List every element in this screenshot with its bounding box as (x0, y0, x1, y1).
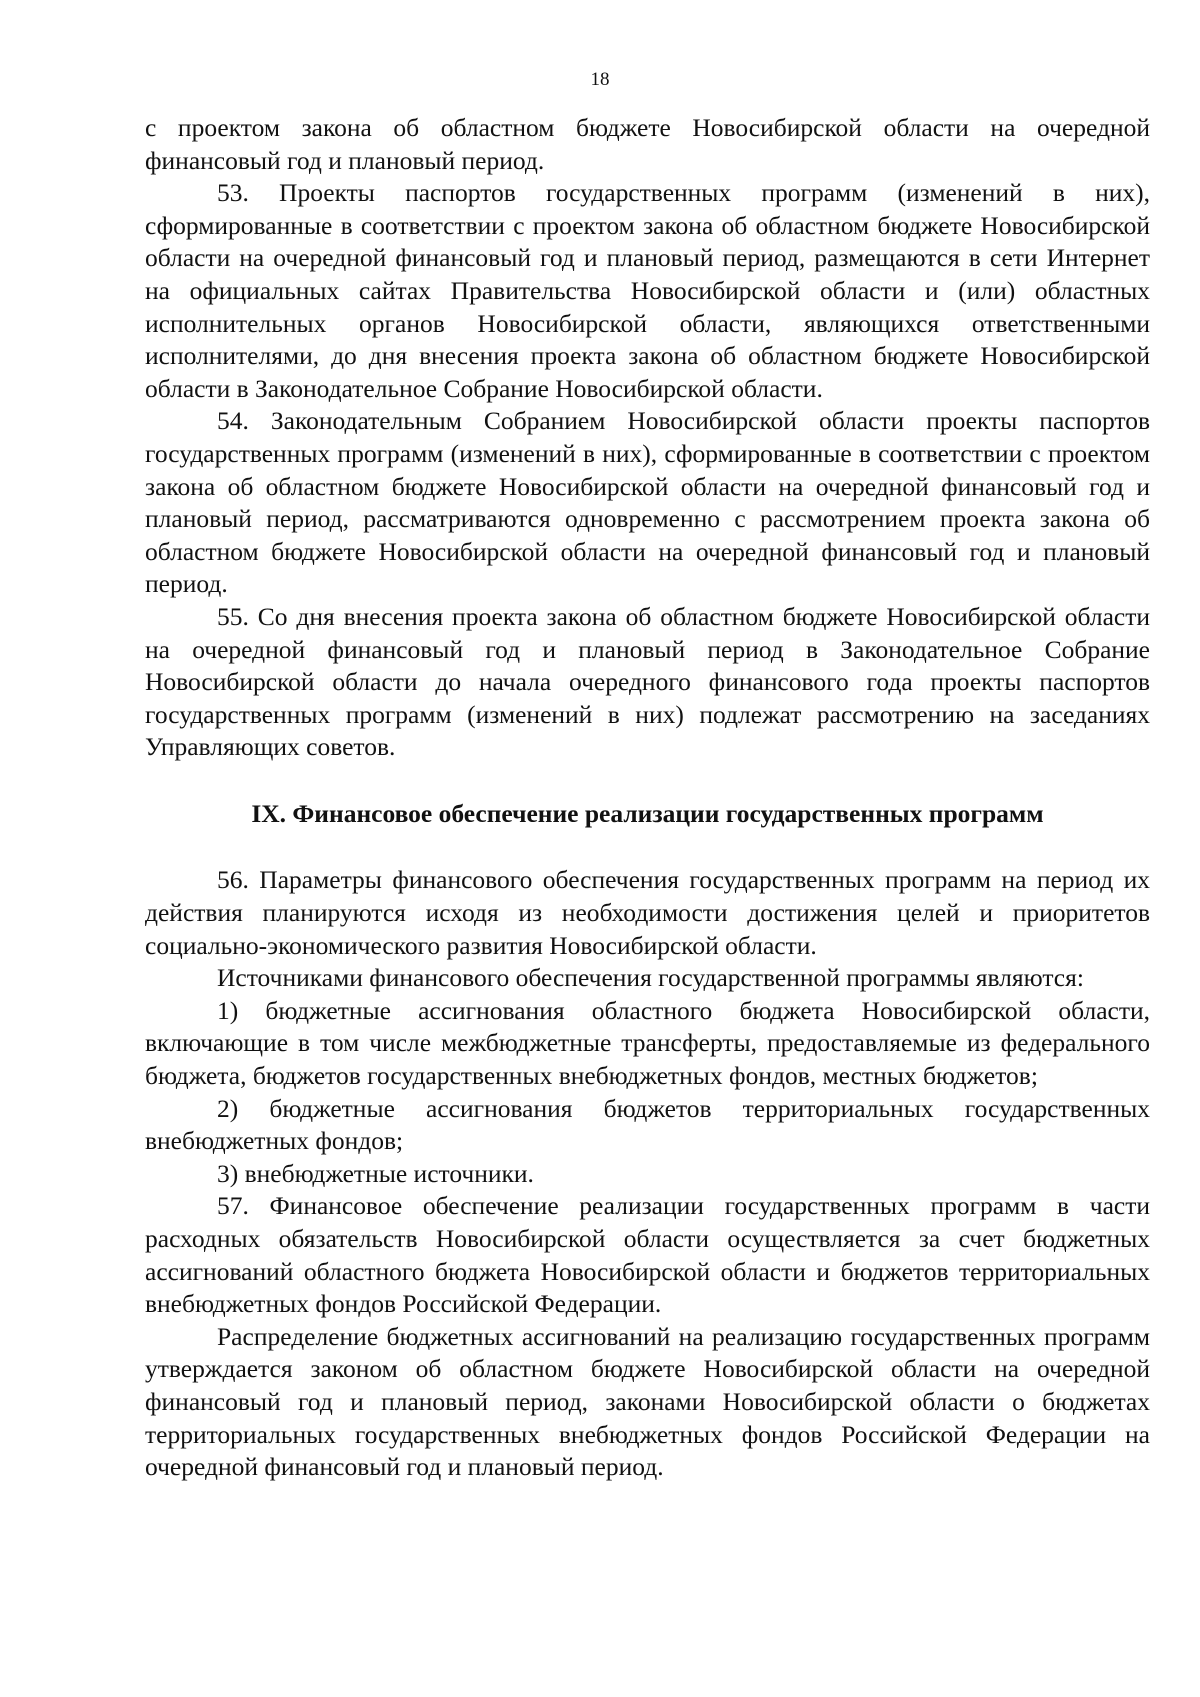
page-number: 18 (590, 69, 610, 90)
list-item-1: 1) бюджетные ассигнования областного бюджета Новосибирской области, включающие в том числе межбюджетные трансферты, предоставляемые из федерального бюджета, бюджетов государственных внебюджетных фондов, местных бюджетов; (145, 995, 1150, 1091)
paragraph-56: 56. Параметры финансового обеспечения государственных программ на период их действия планируются исходя из необходимости достижения целей и приоритетов социально-экономического развития Новосибирской области. (145, 865, 1150, 960)
paragraph-allocation: Распределение бюджетных ассигнований на реализацию государственных программ утверждается законом об областном бюджете Новосибирской области на очередной финансовый год и плановый период, законами Новосибирской области о бюджетах территориальных государственных внебюджетных фондов Российской Федерации на очередной финансовый год и плановый период. (145, 1321, 1150, 1482)
paragraph-57: 57. Финансовое обеспечение реализации государственных программ в части расходных обязательств Новосибирской области осуществляется за счет бюджетных ассигнований областного бюджета Новосибирской области и бюджетов территориальных внебюджетных фондов Российской Федерации. (145, 1191, 1150, 1319)
list-item-2: 2) бюджетные ассигнования бюджетов территориальных государственных внебюджетных фондов; (145, 1093, 1150, 1156)
paragraph-55: 55. Со дня внесения проекта закона об областном бюджете Новосибирской области на очередной финансовый год и плановый период в Законодательное Собрание Новосибирской области до начала очередного финансового года проекты паспортов государственных программ (изменений в них) подлежат рассмотрению на заседаниях Управляющих советов. (145, 601, 1150, 762)
section-heading: IX. Финансовое обеспечение реализации государственных программ (251, 798, 1044, 828)
paragraph-funding-sources: Источниками финансового обеспечения государственной программы являются: (217, 963, 1084, 993)
paragraph-53: 53. Проекты паспортов государственных программ (изменений в них), сформированные в соответствии с проектом закона об областном бюджете Новосибирской области на очередной финансовый год и плановый период, размещаются в сети Интернет на официальных сайтах Правительства Новосибирской области и (или) областных исполнительных органов Новосибирской области, являющихся ответственными исполнителями, до дня внесения проекта закона об областном бюджете Новосибирской области в Законодательное Собрание Новосибирской области. (145, 178, 1150, 403)
list-item-3: 3) внебюджетные источники. (217, 1158, 534, 1188)
paragraph-continuation: с проектом закона об областном бюджете Новосибирской области на очередной финансовый год и плановый период. (145, 113, 1150, 175)
document-body (145, 112, 1150, 1484)
paragraph-54: 54. Законодательным Собранием Новосибирской области проекты паспортов государственных программ (изменений в них), сформированные в соответствии с проектом закона об областном бюджете Новосибирской области на очередной финансовый год и плановый период, рассматриваются одновременно с рассмотрением проекта закона об областном бюджете Новосибирской области на очередной финансовый год и плановый период. (145, 406, 1150, 599)
